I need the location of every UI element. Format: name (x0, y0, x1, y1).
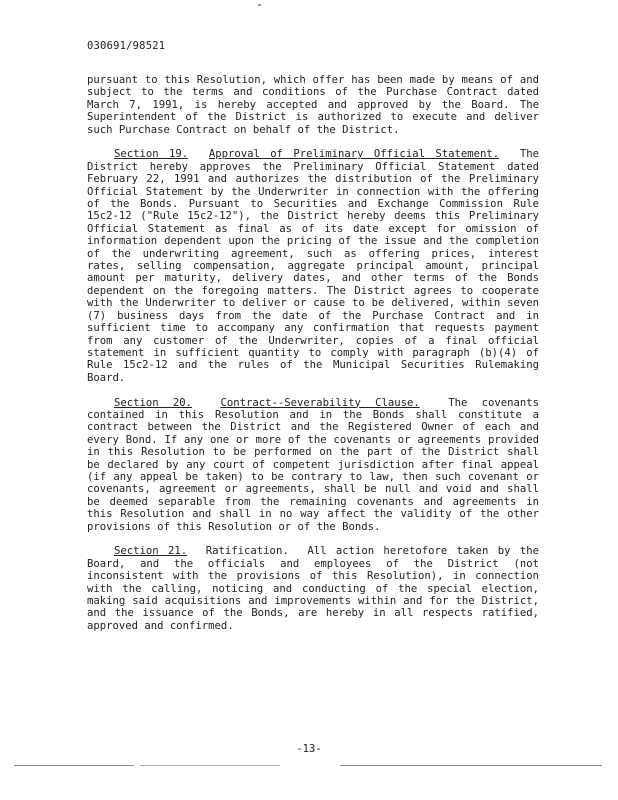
footer-rule-right (340, 765, 602, 766)
section-20-body: The covenants contained in this Resolution and in the Bonds shall constitute a contract between the District and the Registered Owner of each and every Bond. If any one or more of the covenants or agreements provided in this Resolution to be performed on the part of the District shall be declared by any court of competent jurisdiction after final appeal (if any appeal be taken) to be contrary to law, then such covenant or covenants, agreement or agreements, shall be null and void and shall be deemed separable from the remaining covenants and agreements in this Resolution and shall in no way affect the validity of the other provisions of this Resolution or of the Bonds. (87, 396, 539, 533)
section-21-title: Ratification. (205, 545, 289, 558)
page-number: -13- (296, 743, 322, 755)
continued-paragraph: pursuant to this Resolution, which offer has been made by means of and subject to the terms and conditions of the Purchase Contract dated March 7, 1991, is hereby accepted and approved by the Board. The Superintendent of the District is authorized to execute and deliver such Purchase Contract on behalf of the District. (87, 74, 539, 136)
section-20-title: Contract--Severability Clause. (220, 396, 420, 409)
section-20-label: Section 20. (114, 396, 193, 409)
section-20-paragraph (87, 397, 539, 533)
section-19-paragraph (87, 148, 539, 384)
section-21-body: All action heretofore taken by the Board, and the officials and employees of the District (not inconsistent with the provisions of this Resolution), in connection with the calling, noticing and conducting of the special election, making said acquisitions and improvements within and for the District, and the issuance of the Bonds, are hereby in all respects ratified, approved and confirmed. (87, 545, 539, 632)
footer-rule-left (14, 765, 134, 766)
scan-speck (258, 4, 261, 6)
section-19-body: The District hereby approves the Preliminary Official Statement dated February 22, 1991 and authorizes the distribution of the Preliminary Official Statement by the Underwriter in connection with the offering of the Bonds. Pursuant to Securities and Exchange Commission Rule 15c2-12 ("Rule 15c2-12"), the District hereby deems this Preliminary Official Statement as final as of its date except for omission of information dependent upon the pricing of the issue and the completion of the underwriting agreement, such as offering prices, interest rates, selling compensation, aggregate principal amount, principal amount per maturity, delivery dates, and other terms of the Bonds dependent on the foregoing matters. The District agrees to cooperate with the Underwriter to deliver or cause to be delivered, within seven (7) business days from the date of the Purchase Contract and in sufficient time to accompany any confirmation that requests payment from any customer of the Underwriter, copies of a final official statement in sufficient quantity to comply with paragraph (b)(4) of Rule 15c2-12 and the rules of the Municipal Securities Rulemaking Board. (87, 148, 539, 384)
section-21-label: Section 21. (114, 545, 188, 558)
section-21-paragraph (87, 545, 539, 632)
document-body (87, 74, 539, 645)
footer-rule-mid (140, 765, 280, 766)
section-19-title: Approval of Preliminary Official Statement. (208, 148, 500, 161)
document-id: 030691/98521 (87, 40, 166, 52)
section-19-label: Section 19. (114, 148, 189, 161)
